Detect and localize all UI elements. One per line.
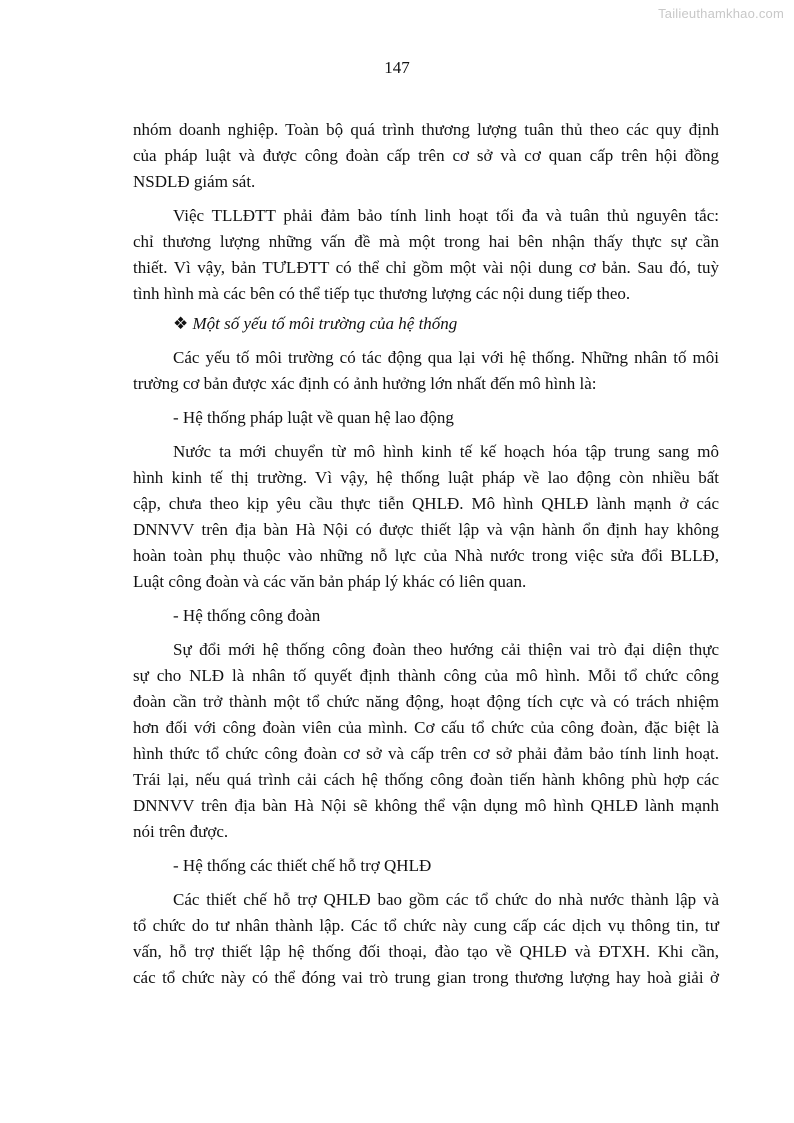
text-line: nói trên được.: [133, 822, 229, 841]
text-line: các tổ chức này có thể đóng vai trò trung gian trong thương lượng hay hoà giải ở: [133, 968, 719, 987]
text-line: của pháp luật và được công đoàn cấp trên cơ sở và cơ quan cấp trên hội đồng: [133, 146, 719, 165]
text-line: Trái lại, nếu quá trình cải cách hệ thống công đoàn tiến hành không phù hợp các: [133, 770, 719, 789]
list-item: - Hệ thống công đoàn: [173, 606, 321, 625]
text-line: sự cho NLĐ là nhân tố quyết định thành công của mô hình. Mỗi tổ chức công: [133, 666, 719, 685]
section-heading: [173, 311, 719, 337]
text-line: hơn đối với công đoàn viên của mình. Cơ cấu tổ chức của công đoàn, đặc biệt là: [133, 718, 719, 737]
text-line: cập, chưa theo kịp yêu cầu thực tiễn QHLĐ. Mô hình QHLĐ lành mạnh ở các: [133, 494, 719, 513]
watermark: Tailieuthamkhao.com: [658, 6, 784, 21]
text-line: thiết. Vì vậy, bản TƯLĐTT có thể chỉ gồm một vài nội dung cơ bản. Sau đó, tuỳ: [133, 258, 719, 277]
text-line: Nước ta mới chuyển từ mô hình kinh tế kế hoạch hóa tập trung sang mô: [173, 442, 719, 461]
text-line: Các yếu tố môi trường có tác động qua lại với hệ thống. Những nhân tố môi: [173, 348, 719, 367]
text-line: hoàn toàn phụ thuộc vào những nỗ lực của Nhà nước trong việc sửa đổi BLLĐ,: [133, 546, 719, 565]
text-line: DNNVV trên địa bàn Hà Nội sẽ không thể vận dụng mô hình QHLĐ lành mạnh: [133, 796, 719, 815]
text-line: vấn, hỗ trợ thiết lập hệ thống đối thoại, đào tạo về QHLĐ và ĐTXH. Khi cần,: [133, 942, 719, 961]
page-number: 147: [384, 58, 410, 77]
text-line: DNNVV trên địa bàn Hà Nội có được thiết lập và vận hành ổn định hay không: [133, 520, 719, 539]
text-line: tổ chức do tư nhân thành lập. Các tổ chức này cung cấp các dịch vụ thông tin, tư: [133, 916, 719, 935]
diamond-bullet-icon: ❖: [173, 314, 193, 333]
text-line: Việc TLLĐTT phải đảm bảo tính linh hoạt tối đa và tuân thủ nguyên tắc:: [173, 206, 719, 225]
text-line: trường cơ bản được xác định có ảnh hưởng lớn nhất đến mô hình là:: [133, 374, 597, 393]
text-line: Các thiết chế hỗ trợ QHLĐ bao gồm các tổ chức do nhà nước thành lập và: [173, 890, 719, 909]
text-line: chỉ thương lượng những vấn đề mà một trong hai bên nhận thấy thực sự cần: [133, 232, 719, 251]
text-line: Luật công đoàn và các văn bản pháp lý khác có liên quan.: [133, 572, 527, 591]
section-heading-text: Một số yếu tố môi trường của hệ thống: [192, 314, 458, 333]
text-line: nhóm doanh nghiệp. Toàn bộ quá trình thương lượng tuân thủ theo các quy định: [133, 120, 719, 139]
text-line: đoàn cần trở thành một tổ chức năng động, hoạt động tích cực và có trách nhiệm: [133, 692, 719, 711]
list-item: - Hệ thống các thiết chế hỗ trợ QHLĐ: [173, 856, 432, 875]
text-line: tình hình mà các bên có thể tiếp tục thương lượng các nội dung tiếp theo.: [133, 284, 631, 303]
text-line: NSDLĐ giám sát.: [133, 172, 256, 191]
text-line: Sự đổi mới hệ thống công đoàn theo hướng cải thiện vai trò đại diện thực: [173, 640, 719, 659]
text-line: hình kinh tế thị trường. Vì vậy, hệ thống luật pháp về lao động còn nhiều bất: [133, 468, 719, 487]
list-item: - Hệ thống pháp luật về quan hệ lao động: [173, 408, 454, 427]
text-line: hình thức tổ chức công đoàn cơ sở và cấp trên cơ sở phải đảm bảo tính linh hoạt.: [133, 744, 719, 763]
